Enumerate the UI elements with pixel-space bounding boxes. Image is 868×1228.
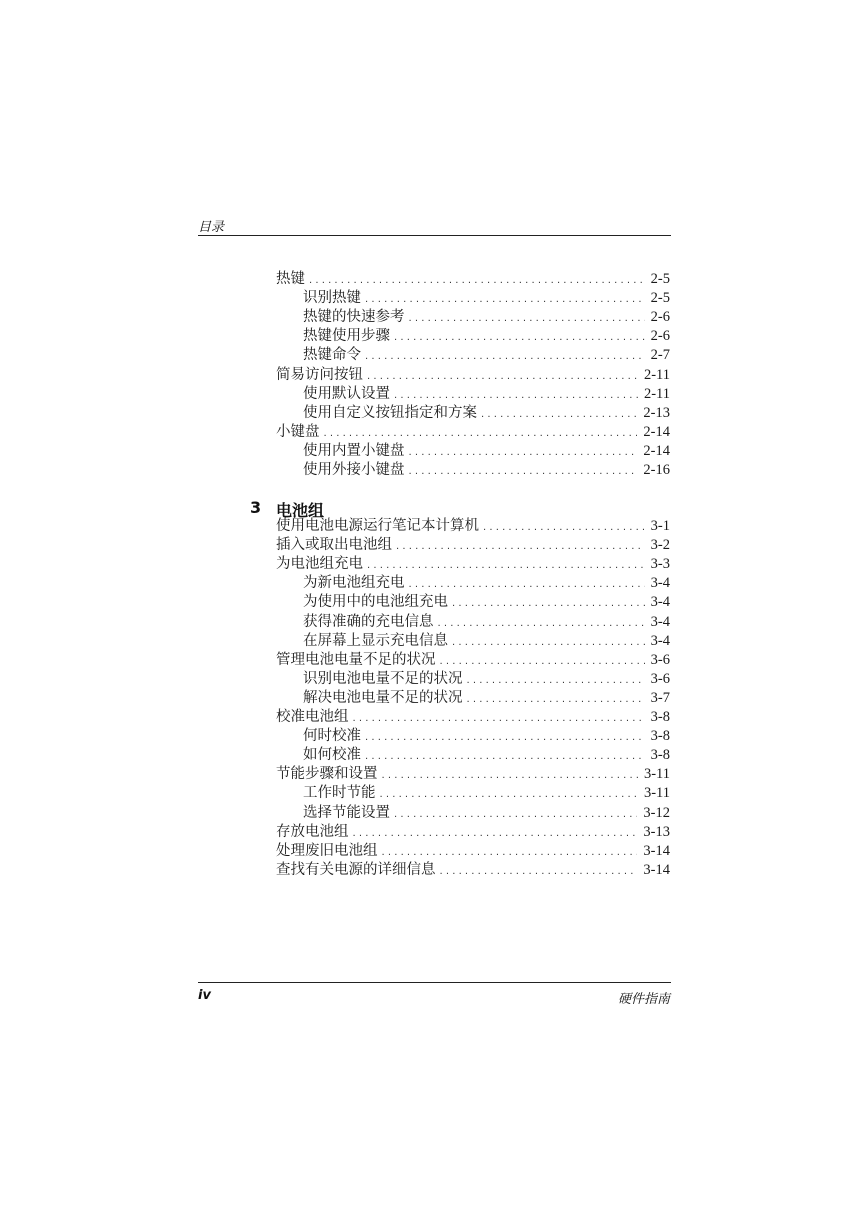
toc-entry bbox=[276, 517, 670, 536]
dot-leader bbox=[483, 518, 645, 537]
toc-entry-page: 3-11 bbox=[643, 785, 670, 802]
toc-entry-page: 3-4 bbox=[650, 594, 670, 611]
dot-leader bbox=[324, 424, 638, 443]
toc-entry-title: 使用外接小键盘 bbox=[303, 462, 405, 478]
dot-leader bbox=[365, 290, 645, 309]
toc-entry-page: 3-8 bbox=[650, 728, 670, 745]
dot-leader bbox=[440, 652, 645, 671]
dot-leader bbox=[409, 575, 645, 594]
dot-leader bbox=[467, 671, 645, 690]
toc-entry bbox=[303, 327, 670, 346]
toc-entry-page: 2-11 bbox=[643, 366, 670, 383]
toc-entry-page: 3-1 bbox=[650, 518, 670, 534]
toc-entry-page: 3-14 bbox=[643, 842, 670, 859]
toc-entry bbox=[276, 842, 670, 861]
toc-entry bbox=[303, 727, 670, 746]
toc-entry bbox=[276, 536, 670, 555]
toc-entry-page: 3-6 bbox=[650, 670, 670, 687]
dot-leader bbox=[438, 614, 645, 633]
toc-entry bbox=[303, 308, 670, 327]
toc-entry bbox=[276, 555, 670, 574]
page-number: iv bbox=[198, 988, 211, 1003]
toc-entry-title: 使用内置小键盘 bbox=[303, 442, 405, 459]
toc-entry-title: 处理废旧电池组 bbox=[276, 842, 378, 859]
toc-entry-page: 3-3 bbox=[650, 556, 670, 573]
toc-entry bbox=[276, 861, 670, 880]
toc-entry bbox=[303, 689, 670, 708]
toc-entry-page: 2-6 bbox=[650, 328, 670, 345]
dot-leader bbox=[409, 443, 638, 462]
toc-entry-title: 为新电池组充电 bbox=[303, 575, 405, 592]
toc-entry-page: 2-14 bbox=[643, 442, 670, 459]
toc-entry-page: 2-5 bbox=[650, 290, 670, 307]
toc-entry-page: 3-12 bbox=[643, 804, 670, 821]
dot-leader bbox=[380, 785, 638, 804]
dot-leader bbox=[353, 709, 645, 728]
dot-leader bbox=[394, 805, 637, 824]
dot-leader bbox=[309, 271, 645, 290]
toc-entry bbox=[303, 461, 670, 480]
toc-entry-page: 2-5 bbox=[650, 271, 670, 287]
dot-leader bbox=[367, 367, 638, 386]
toc-entry-page: 2-14 bbox=[643, 423, 670, 440]
dot-leader bbox=[409, 462, 638, 481]
toc-entry bbox=[303, 784, 670, 803]
toc-entry bbox=[276, 708, 670, 727]
toc-entry bbox=[303, 442, 670, 461]
dot-leader bbox=[367, 556, 645, 575]
toc-entry-page: 3-11 bbox=[643, 766, 670, 783]
dot-leader bbox=[394, 386, 638, 405]
toc-entry bbox=[276, 270, 670, 289]
toc-entry bbox=[303, 804, 670, 823]
toc-entry-page: 3-14 bbox=[643, 861, 670, 878]
toc-entry bbox=[303, 404, 670, 423]
toc-entry-title: 插入或取出电池组 bbox=[276, 537, 392, 554]
dot-leader bbox=[452, 594, 645, 613]
toc-entry-page: 3-4 bbox=[650, 632, 670, 649]
toc-entry-title: 小键盘 bbox=[276, 423, 320, 440]
toc-entry-title: 获得准确的充电信息 bbox=[303, 613, 434, 630]
toc-entry-page: 3-6 bbox=[650, 651, 670, 668]
book-title: 硬件指南 bbox=[617, 992, 670, 1007]
toc-entry-title: 选择节能设置 bbox=[303, 804, 390, 821]
dot-leader bbox=[481, 405, 637, 424]
toc-entry-page: 3-2 bbox=[650, 537, 670, 554]
toc-entry-title: 为电池组充电 bbox=[276, 556, 363, 573]
dot-leader bbox=[452, 633, 645, 652]
toc-entry bbox=[303, 746, 670, 765]
dot-leader bbox=[382, 843, 638, 862]
footer-rule bbox=[198, 982, 671, 983]
dot-leader bbox=[440, 862, 638, 881]
dot-leader bbox=[365, 747, 645, 766]
toc-entry bbox=[303, 385, 670, 404]
toc-entry-page: 2-7 bbox=[650, 347, 670, 364]
toc-entry-title: 如何校准 bbox=[303, 747, 361, 764]
toc-entry bbox=[276, 823, 670, 842]
toc-entry-title: 使用电池电源运行笔记本计算机 bbox=[276, 518, 479, 534]
toc-entry-title: 识别电池电量不足的状况 bbox=[303, 670, 463, 687]
header-rule bbox=[198, 235, 671, 236]
toc-entry-title: 为使用中的电池组充电 bbox=[303, 594, 448, 611]
toc-entry-title: 使用自定义按钮指定和方案 bbox=[303, 404, 477, 421]
toc-entry-title: 热键命令 bbox=[303, 347, 361, 364]
toc-entry-title: 何时校准 bbox=[303, 728, 361, 745]
toc-entry-title: 存放电池组 bbox=[276, 823, 349, 840]
toc-entry-title: 简易访问按钮 bbox=[276, 366, 363, 383]
dot-leader bbox=[353, 824, 638, 843]
toc-entry-page: 3-8 bbox=[650, 747, 670, 764]
toc-entry bbox=[303, 346, 670, 365]
toc-entry-title: 校准电池组 bbox=[276, 709, 349, 725]
toc-entry bbox=[276, 651, 670, 670]
dot-leader bbox=[409, 309, 645, 328]
toc-entry-page: 3-8 bbox=[650, 709, 670, 725]
toc-entry bbox=[303, 670, 670, 689]
toc-entry-title: 查找有关电源的详细信息 bbox=[276, 861, 436, 878]
toc-entry bbox=[303, 574, 670, 593]
toc-entry-title: 热键的快速参考 bbox=[303, 309, 405, 326]
toc-entry-page: 3-7 bbox=[650, 689, 670, 706]
toc-entry-title: 使用默认设置 bbox=[303, 385, 390, 402]
toc-entry-title: 解决电池电量不足的状况 bbox=[303, 689, 463, 706]
toc-entry bbox=[303, 632, 670, 651]
toc-entry-title: 工作时节能 bbox=[303, 785, 376, 802]
dot-leader bbox=[396, 537, 645, 556]
toc-entry-page: 2-11 bbox=[643, 385, 670, 402]
toc-entry-title: 热键 bbox=[276, 271, 305, 287]
toc-entry-title: 节能步骤和设置 bbox=[276, 766, 378, 783]
toc-entry-title: 在屏幕上显示充电信息 bbox=[303, 632, 448, 649]
toc-entry-page: 3-4 bbox=[650, 613, 670, 630]
toc-entry bbox=[303, 289, 670, 308]
dot-leader bbox=[467, 690, 645, 709]
toc-entry-title: 热键使用步骤 bbox=[303, 328, 390, 345]
chapter-title: 电池组 bbox=[276, 501, 325, 520]
toc-entry-page: 2-16 bbox=[643, 462, 670, 478]
dot-leader bbox=[365, 728, 645, 747]
toc-entry bbox=[276, 765, 670, 784]
toc-entry-title: 管理电池电量不足的状况 bbox=[276, 651, 436, 668]
toc-entry bbox=[303, 613, 670, 632]
toc-entry bbox=[276, 366, 670, 385]
toc-entry-page: 3-4 bbox=[650, 575, 670, 592]
toc-entry-title: 识别热键 bbox=[303, 290, 361, 307]
toc-entry-page: 2-6 bbox=[650, 309, 670, 326]
chapter-number: 3 bbox=[250, 498, 262, 517]
toc-entry-page: 3-13 bbox=[643, 823, 670, 840]
dot-leader bbox=[382, 766, 638, 785]
toc-entry bbox=[303, 593, 670, 612]
running-header: 目录 bbox=[198, 220, 225, 235]
dot-leader bbox=[394, 328, 645, 347]
dot-leader bbox=[365, 347, 645, 366]
toc-entry bbox=[276, 423, 670, 442]
toc-entry-page: 2-13 bbox=[643, 404, 670, 421]
